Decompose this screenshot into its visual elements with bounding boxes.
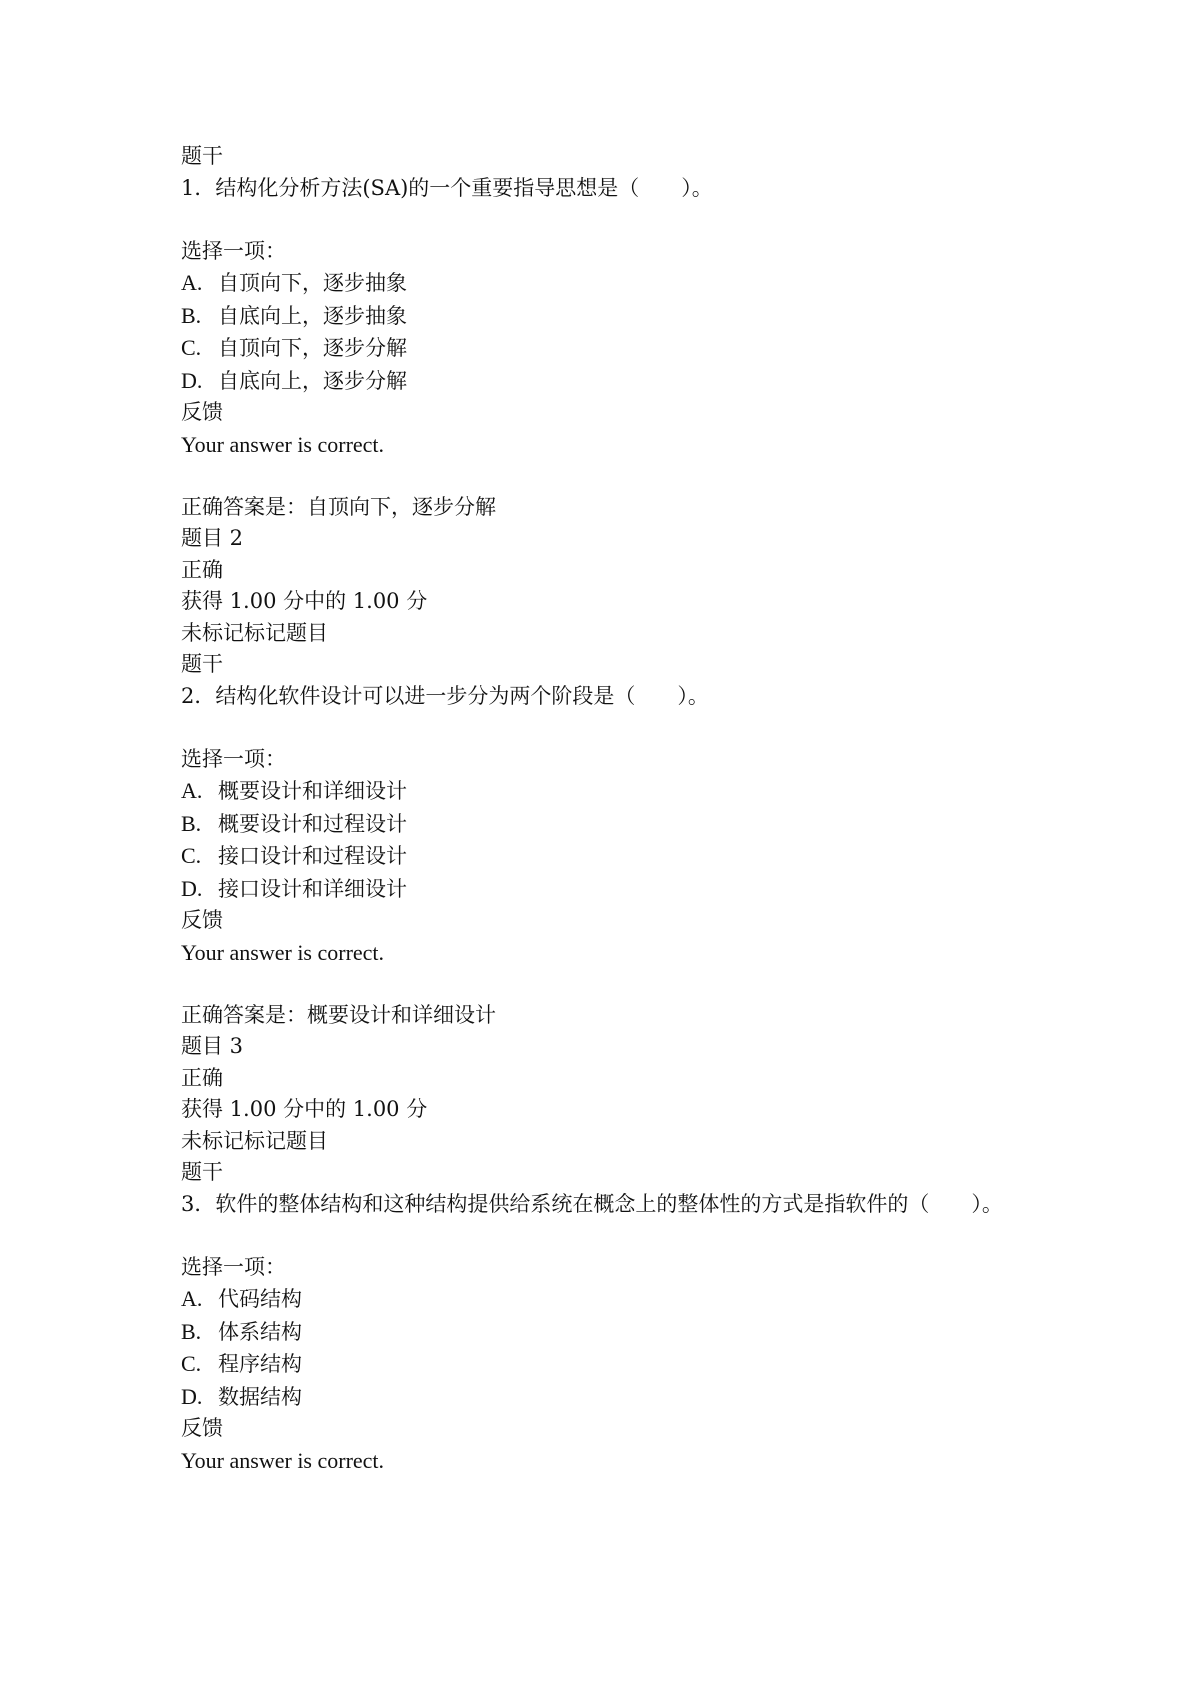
choose-label: 选择一项：	[181, 746, 286, 771]
option-letter: D.	[181, 367, 203, 393]
option-b	[181, 300, 1081, 333]
option-b	[181, 808, 1081, 841]
correct-answer: 正确答案是：概要设计和详细设计	[181, 1002, 496, 1027]
question-title: 题目 3	[181, 1034, 244, 1058]
option-b	[181, 1316, 1081, 1349]
flag-question[interactable]: 未标记标记题目	[181, 1128, 328, 1153]
question-2	[181, 523, 1081, 1031]
option-letter: C.	[181, 1351, 202, 1376]
question-status: 正确	[181, 1065, 223, 1090]
feedback-text: Your answer is correct.	[181, 431, 385, 457]
stem-label: 题干	[181, 652, 223, 676]
feedback-text: Your answer is correct.	[181, 939, 385, 965]
question-text: 1．结构化分析方法(SA)的一个重要指导思想是（ ）。	[181, 175, 713, 200]
option-c	[181, 1348, 1081, 1381]
question-title: 题目 2	[181, 526, 244, 550]
option-text: 自底向上，逐步分解	[218, 368, 407, 393]
question-text: 3．软件的整体结构和这种结构提供给系统在概念上的整体性的方式是指软件的（ ）。	[181, 1191, 1003, 1216]
blank-line	[181, 968, 1081, 1000]
option-text: 自顶向下，逐步抽象	[218, 271, 407, 295]
option-letter: D.	[181, 1383, 203, 1409]
correct-answer: 正确答案是：自顶向下，逐步分解	[181, 494, 496, 519]
stem-label: 题干	[181, 1160, 223, 1184]
quiz-content	[181, 141, 1081, 1476]
choose-label: 选择一项：	[181, 238, 286, 263]
option-text: 程序结构	[218, 1352, 302, 1376]
option-d	[181, 873, 1081, 906]
option-letter: D.	[181, 875, 203, 901]
feedback-text: Your answer is correct.	[181, 1447, 385, 1473]
option-text: 概要设计和过程设计	[218, 811, 407, 836]
option-text: 体系结构	[218, 1319, 302, 1344]
option-a	[181, 267, 1081, 300]
feedback-label: 反馈	[181, 400, 223, 424]
blank-line	[181, 712, 1081, 744]
option-letter: A.	[181, 778, 203, 803]
stem-label: 题干	[181, 144, 223, 168]
question-3	[181, 1031, 1081, 1476]
option-text: 数据结构	[218, 1384, 302, 1409]
option-letter: B.	[181, 1318, 202, 1344]
question-score: 获得 1.00 分中的 1.00 分	[181, 589, 428, 613]
option-letter: A.	[181, 1286, 203, 1311]
option-text: 代码结构	[218, 1287, 302, 1311]
blank-line	[181, 204, 1081, 236]
option-a	[181, 1283, 1081, 1316]
option-c	[181, 332, 1081, 365]
blank-line	[181, 460, 1081, 492]
option-letter: C.	[181, 843, 202, 868]
question-1	[181, 141, 1081, 523]
option-text: 自底向上，逐步抽象	[218, 303, 407, 328]
option-d	[181, 1381, 1081, 1414]
option-letter: A.	[181, 270, 203, 295]
option-d	[181, 365, 1081, 398]
option-text: 概要设计和详细设计	[218, 779, 407, 803]
option-c	[181, 840, 1081, 873]
question-text: 2．结构化软件设计可以进一步分为两个阶段是（ ）。	[181, 683, 709, 708]
option-text: 接口设计和详细设计	[218, 876, 407, 901]
option-a	[181, 775, 1081, 808]
feedback-label: 反馈	[181, 1416, 223, 1440]
choose-label: 选择一项：	[181, 1254, 286, 1279]
feedback-label: 反馈	[181, 908, 223, 932]
option-text: 接口设计和过程设计	[218, 844, 407, 868]
question-status: 正确	[181, 557, 223, 582]
option-letter: B.	[181, 302, 202, 328]
question-score: 获得 1.00 分中的 1.00 分	[181, 1097, 428, 1121]
flag-question[interactable]: 未标记标记题目	[181, 620, 328, 645]
option-text: 自顶向下，逐步分解	[218, 336, 407, 360]
blank-line	[181, 1220, 1081, 1252]
option-letter: C.	[181, 335, 202, 360]
option-letter: B.	[181, 810, 202, 836]
